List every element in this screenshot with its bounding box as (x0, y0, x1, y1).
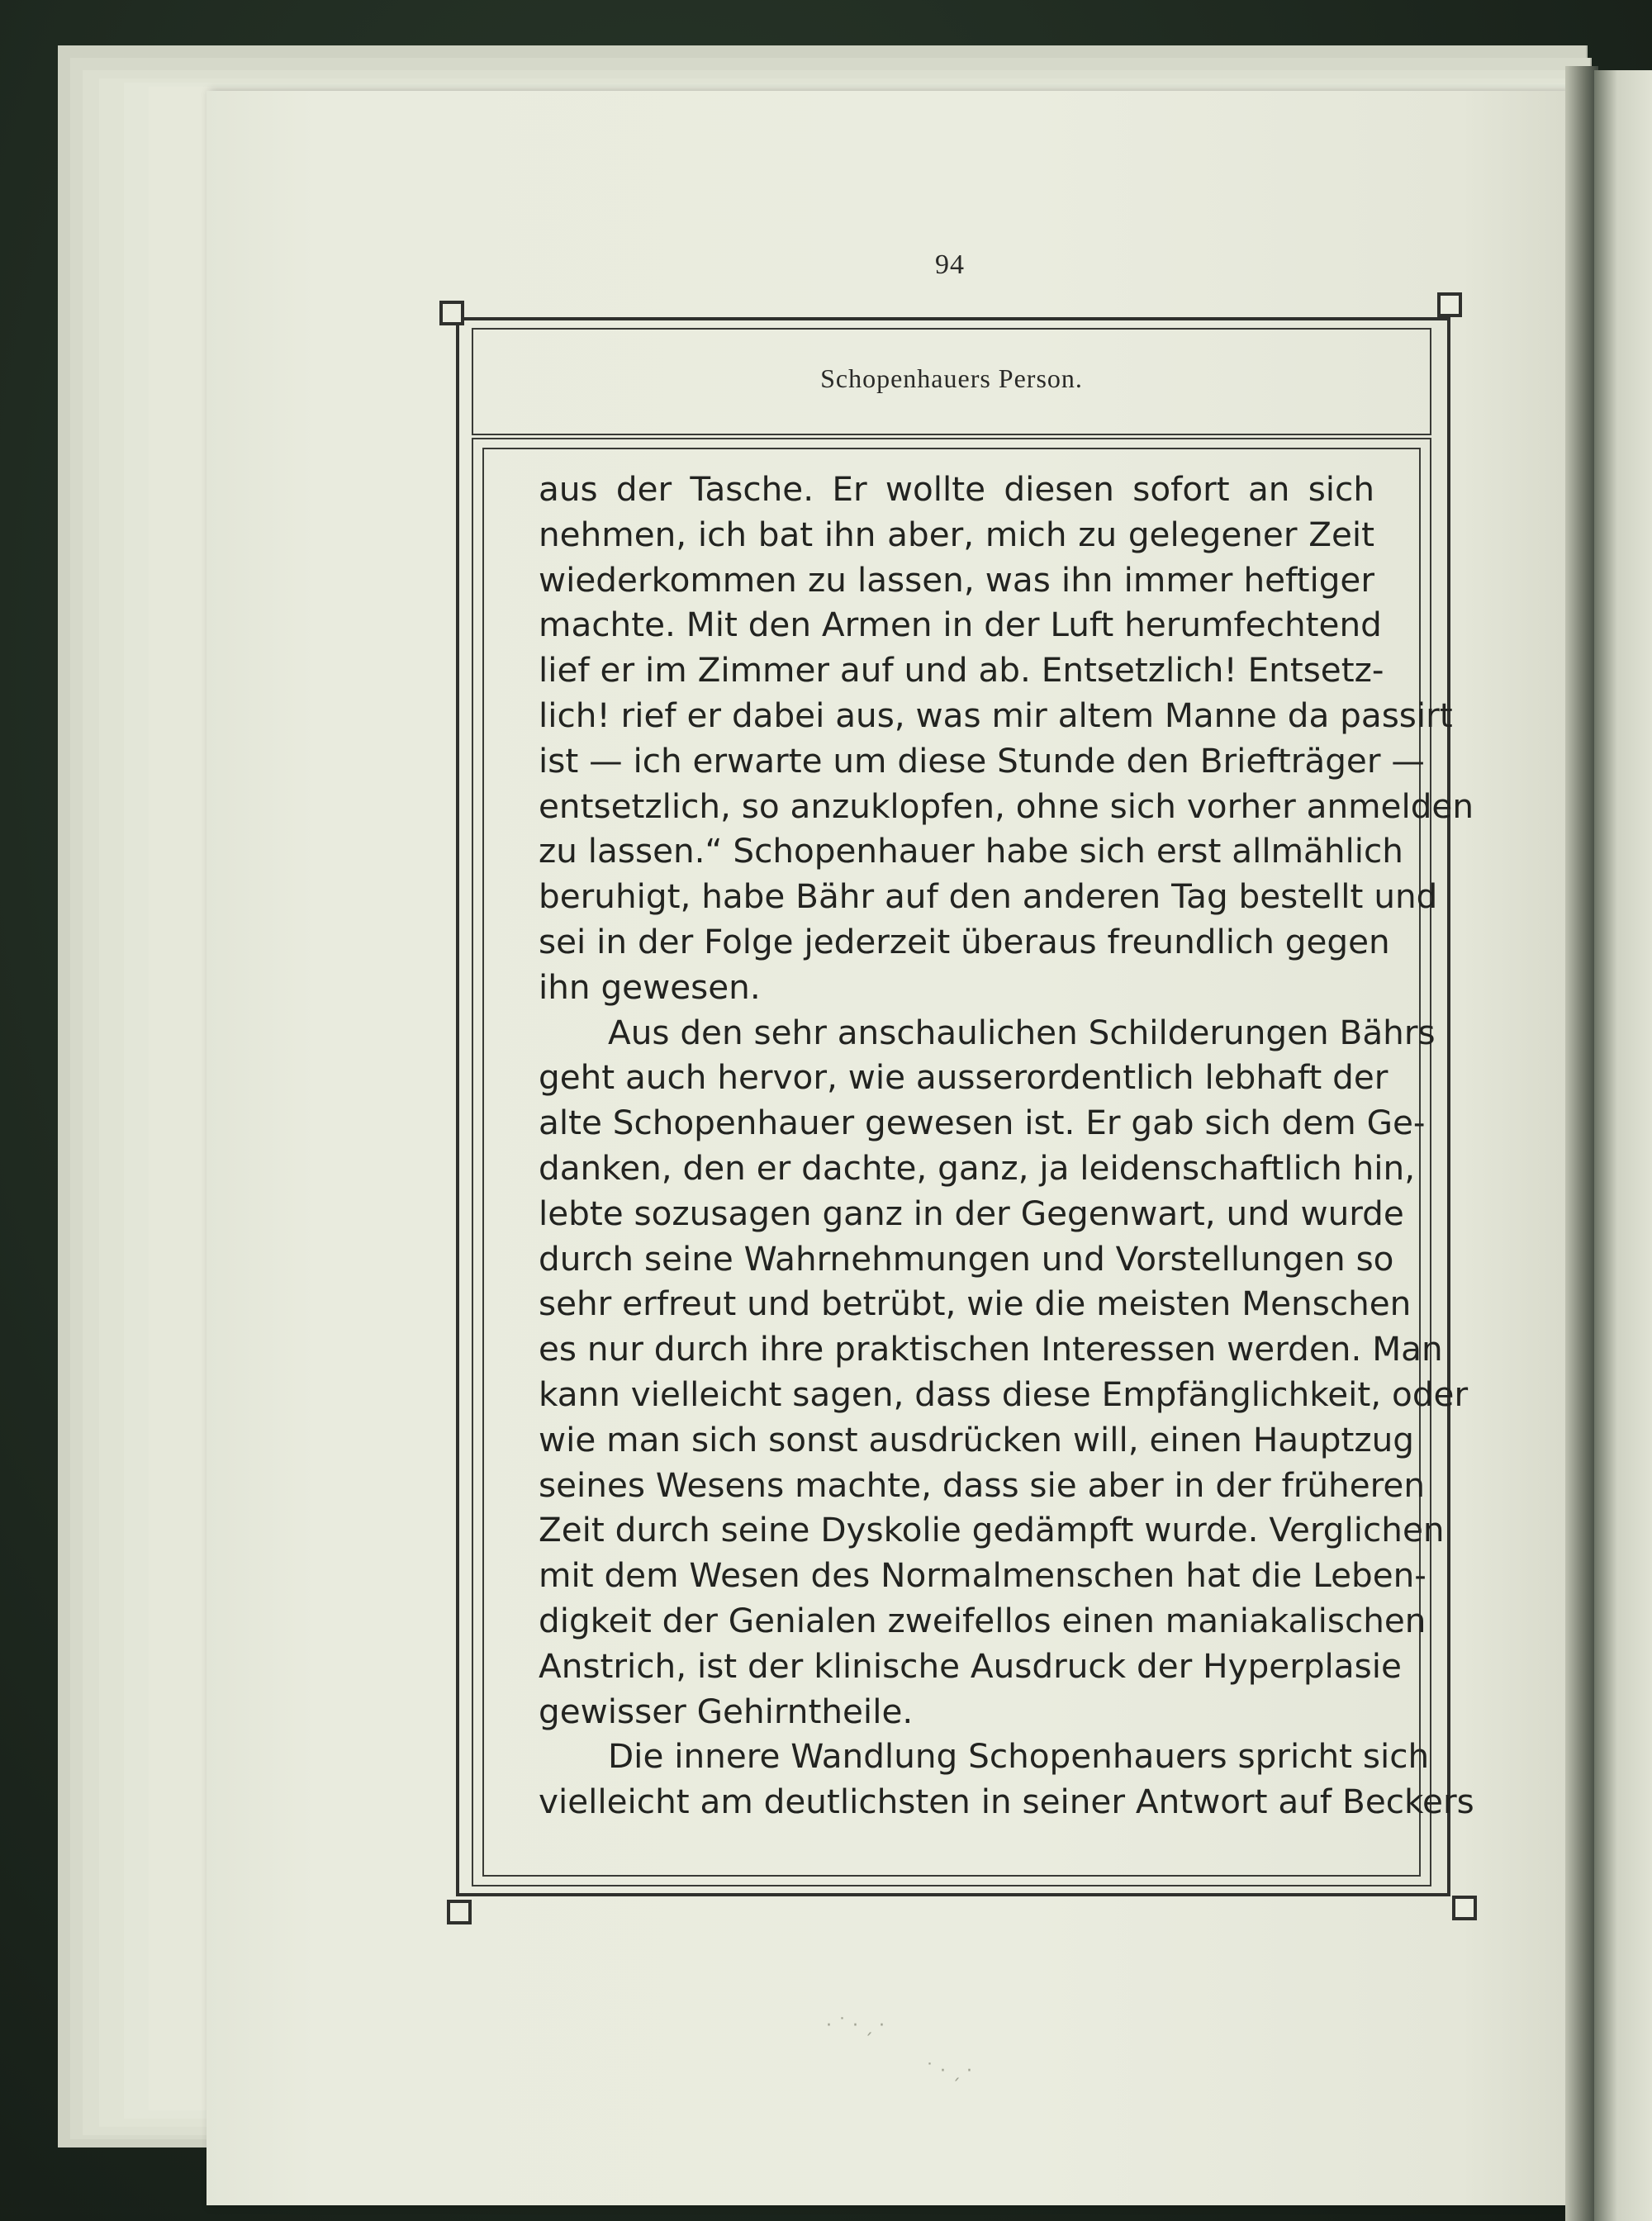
text-line: danken, den er dachte, ganz, ja leidenschaftlich hin, (539, 1147, 1416, 1188)
text-line: seines Wesens machte, dass sie aber in der früheren (539, 1464, 1425, 1505)
body-text (539, 467, 1474, 1825)
text-line: Anstrich, ist der klinische Ausdruck der Hyperplasie (539, 1645, 1402, 1686)
text-line: gewisser Gehirntheile. (539, 1691, 914, 1731)
text-line: sehr erfreut und betrübt, wie die meisten Menschen (539, 1284, 1412, 1324)
text-line: machte. Mit den Armen in der Luft herumfechtend (539, 605, 1382, 645)
frame-corner-ornament (1452, 1896, 1477, 1920)
text-line: Die innere Wandlung Schopenhauers spricht sich (608, 1736, 1430, 1777)
paper-speck: · ˙ · ˏ · (826, 2015, 885, 2036)
text-line: lief er im Zimmer auf und ab. Entsetzlich! Entsetz- (539, 650, 1384, 691)
text-line: geht auch hervor, wie ausserordentlich lebhaft der (539, 1057, 1389, 1098)
text-line: ihn gewesen. (539, 966, 761, 1007)
text-line: lebte sozusagen ganz in der Gegenwart, und wurde (539, 1193, 1404, 1233)
text-line: alte Schopenhauer gewesen ist. Er gab sich dem Ge- (539, 1103, 1426, 1143)
page-number: 94 (935, 249, 965, 280)
text-line: nehmen, ich bat ihn aber, mich zu gelegener Zeit (539, 514, 1374, 554)
text-line: beruhigt, habe Bähr auf den anderen Tag bestellt und (539, 876, 1438, 917)
paper-speck: ˙ · ˏ · (925, 2061, 972, 2081)
text-line: mit dem Wesen des Normalmenschen hat die Leben- (539, 1555, 1427, 1596)
text-line: entsetzlich, so anzuklopfen, ohne sich vorher anmelden (539, 785, 1474, 826)
text-line: aus der Tasche. Er wollte diesen sofort an sich (539, 469, 1374, 509)
text-line: wiederkommen zu lassen, was ihn immer heftiger (539, 559, 1374, 600)
text-line: lich! rief er dabei aus, was mir altem Manne da passirt (539, 695, 1453, 735)
text-line: es nur durch ihre praktischen Interessen werden. Man (539, 1329, 1443, 1369)
text-line: vielleicht am deutlichsten in seiner Antwort auf Beckers (539, 1782, 1474, 1822)
text-line: Zeit durch seine Dyskolie gedämpft wurde. Verglichen (539, 1510, 1445, 1550)
frame-corner-ornament (1437, 292, 1462, 317)
facing-page-edge (1594, 70, 1652, 2221)
text-line: ist — ich erwarte um diese Stunde den Briefträger — (539, 740, 1425, 781)
frame-corner-ornament (447, 1900, 472, 1924)
text-line: sei in der Folge jederzeit überaus freundlich gegen (539, 921, 1390, 961)
text-line: zu lassen.“ Schopenhauer habe sich erst allmählich (539, 831, 1403, 871)
text-line: durch seine Wahrnehmungen und Vorstellungen so (539, 1238, 1394, 1279)
text-line: kann vielleicht sagen, dass diese Empfänglichkeit, oder (539, 1374, 1469, 1414)
text-line: Aus den sehr anschaulichen Schilderungen Bährs (608, 1012, 1436, 1052)
book-gutter (1565, 66, 1598, 2221)
frame-corner-ornament (439, 301, 464, 325)
text-line: digkeit der Genialen zweifellos einen maniakalischen (539, 1600, 1427, 1640)
running-head: Schopenhauers Person. (820, 363, 1083, 393)
text-line: wie man sich sonst ausdrücken will, einen Hauptzug (539, 1419, 1414, 1459)
